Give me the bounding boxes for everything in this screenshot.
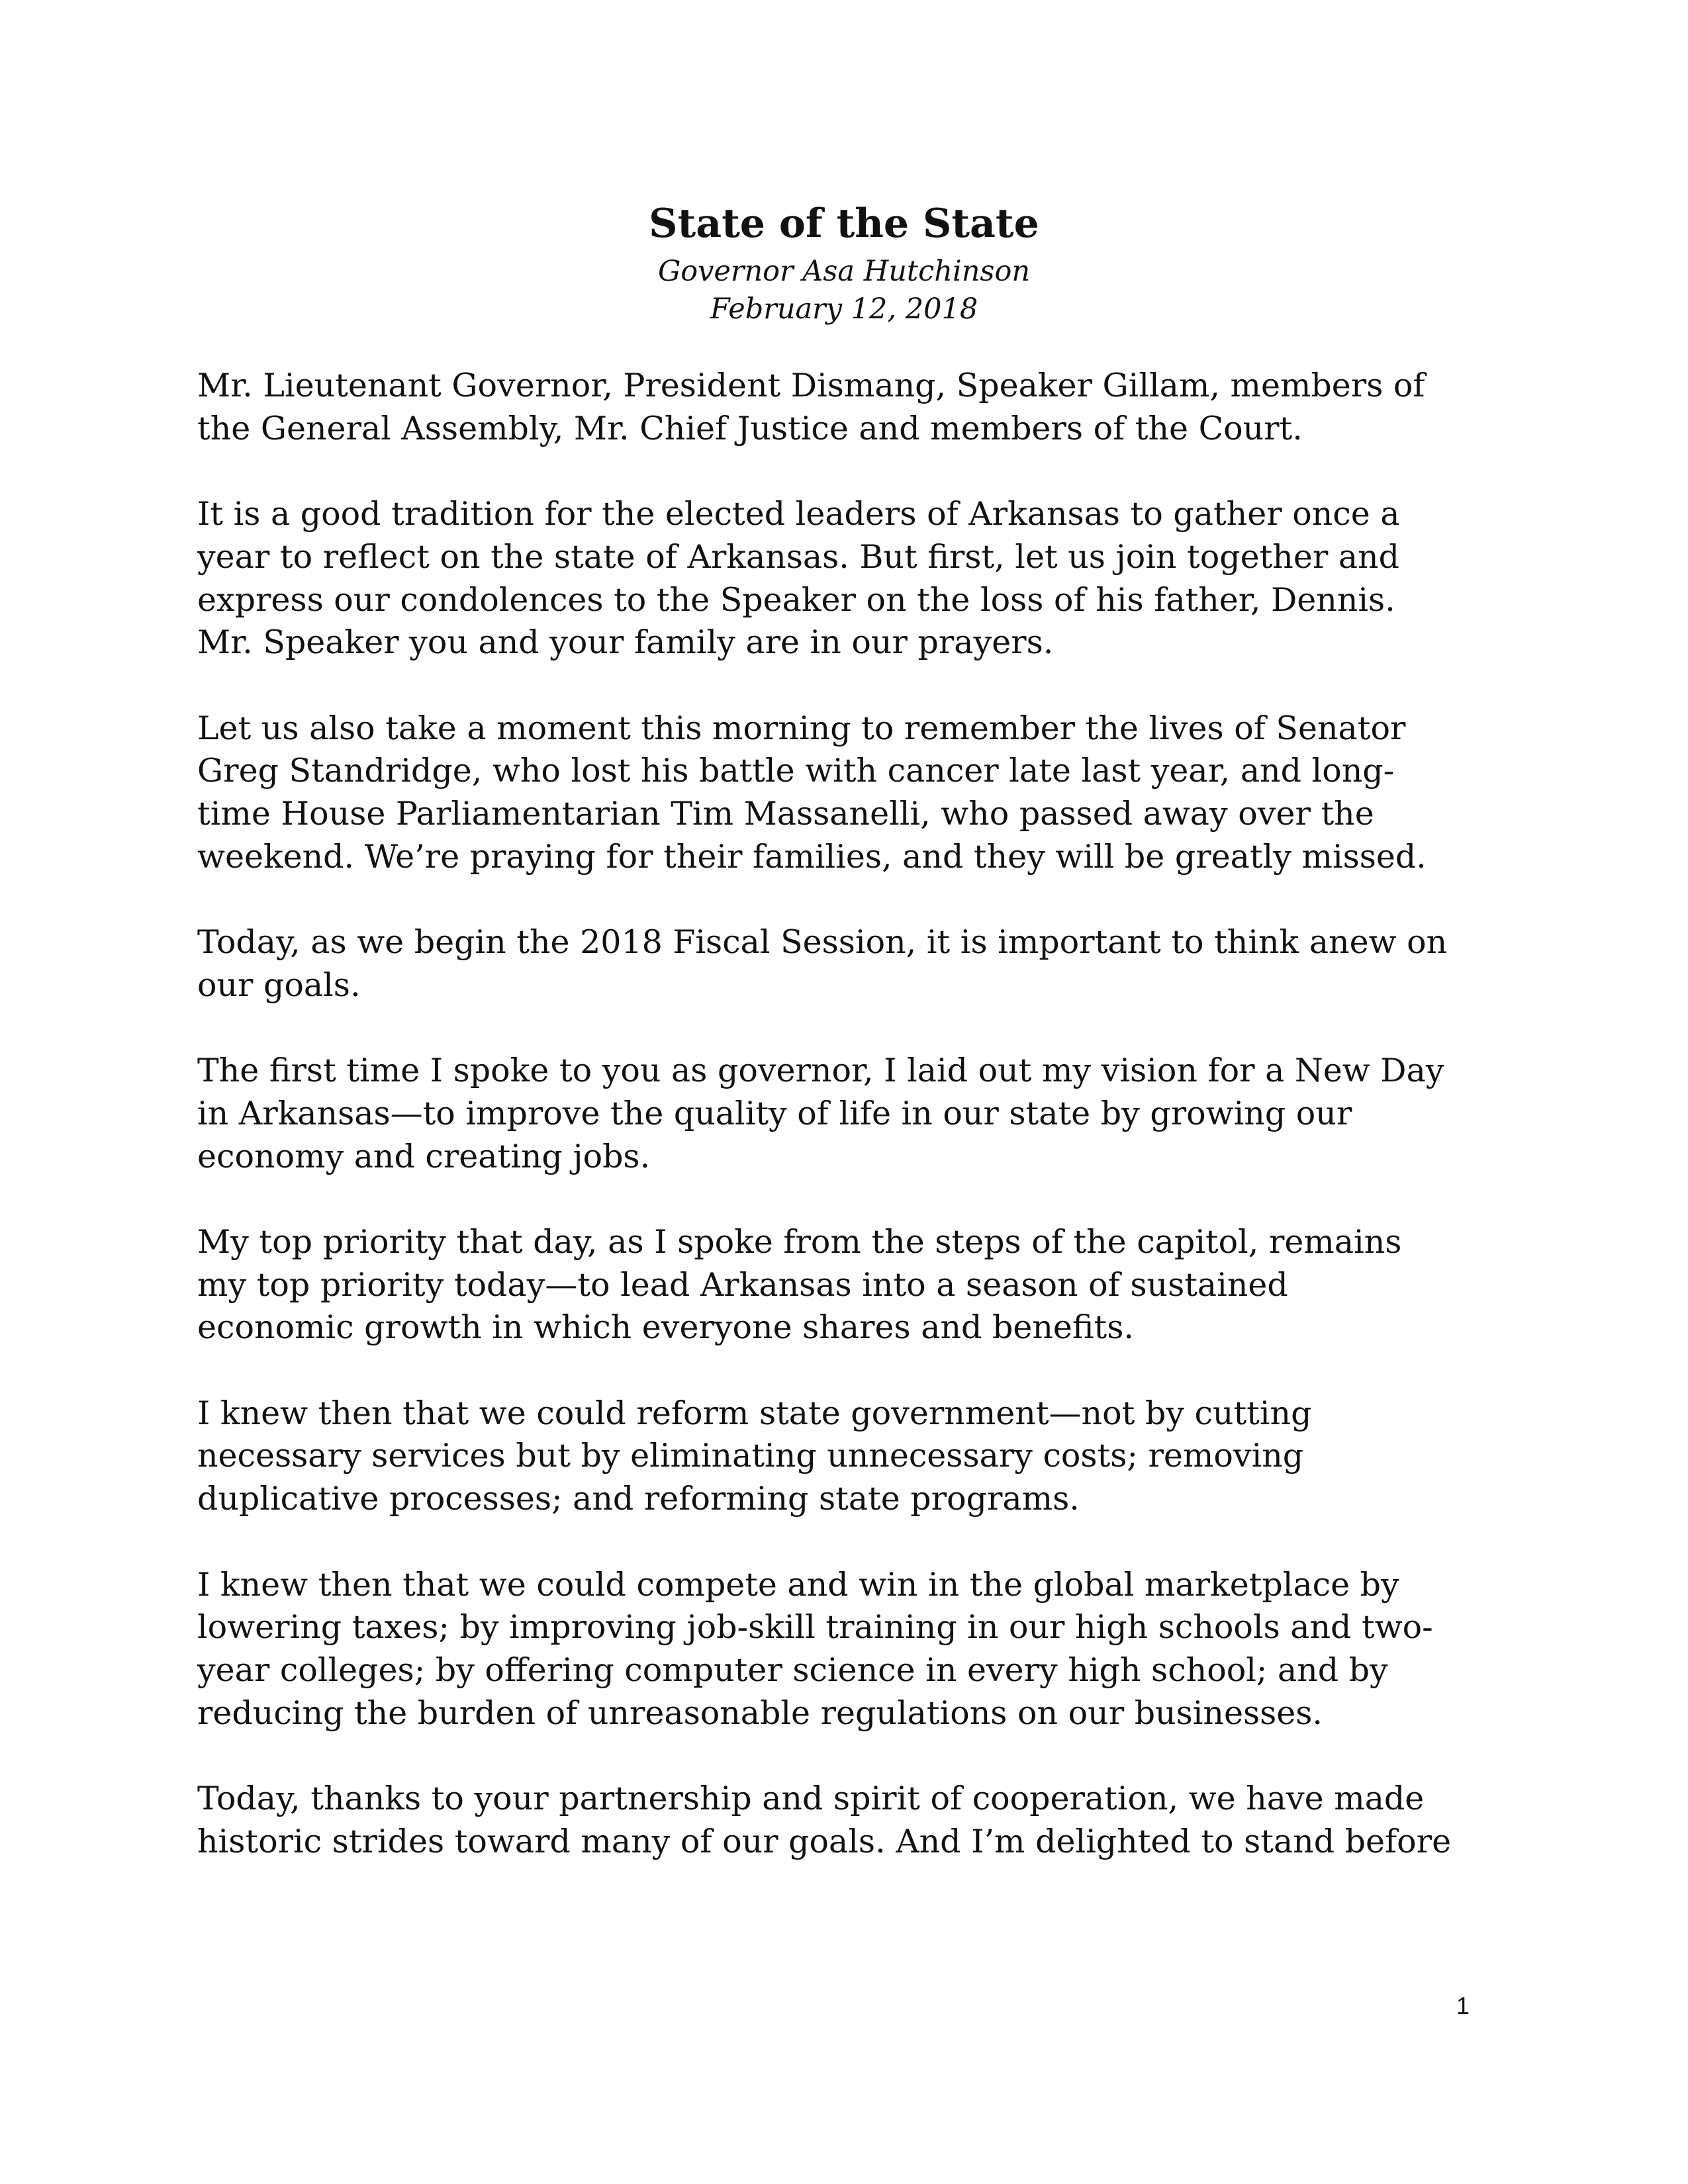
text-line: time House Parliamentarian Tim Massanelli, who passed away over the [197, 795, 1374, 833]
text-line: Mr. Speaker you and your family are in our prayers. [197, 623, 1054, 662]
text-line: The first time I spoke to you as governor, I laid out my vision for a New Day [197, 1052, 1444, 1090]
paragraph [197, 365, 1451, 450]
text-line: reducing the burden of unreasonable regulations on our businesses. [197, 1694, 1323, 1732]
text-line: Mr. Lieutenant Governor, President Dismang, Speaker Gillam, members of [197, 367, 1425, 404]
paragraph [197, 1050, 1451, 1178]
text-line: Today, as we begin the 2018 Fiscal Session, it is important to think anew on [197, 923, 1448, 962]
paragraph [197, 493, 1451, 664]
document-body [197, 365, 1451, 1906]
page-number: 1 [1456, 1992, 1470, 2019]
paragraph [197, 921, 1451, 1007]
text-line: It is a good tradition for the elected leaders of Arkansas to gather once a [197, 495, 1400, 533]
text-line: year to reflect on the state of Arkansas. But first, let us join together and [197, 537, 1399, 576]
text-line: Let us also take a moment this morning to remember the lives of Senator [197, 709, 1406, 747]
text-line: necessary services but by eliminating unnecessary costs; removing [197, 1437, 1304, 1475]
text-line: I knew then that we could reform state government—not by cutting [197, 1394, 1312, 1432]
paragraph [197, 707, 1451, 879]
text-line: My top priority that day, as I spoke from the steps of the capitol, remains [197, 1222, 1402, 1261]
text-line: in Arkansas—to improve the quality of life in our state by growing our [197, 1094, 1352, 1132]
text-line: historic strides toward many of our goals. And I’m delighted to stand before [197, 1822, 1452, 1860]
author-line: Governor Asa Hutchinson [657, 255, 1031, 288]
text-line: my top priority today—to lead Arkansas into a season of sustained [197, 1265, 1288, 1304]
text-line: the General Assembly, Mr. Chief Justice and members of the Court. [197, 409, 1303, 447]
date-line: February 12, 2018 [710, 293, 978, 326]
text-line: year colleges; by offering computer science in every high school; and by [197, 1651, 1388, 1689]
text-line: express our condolences to the Speaker on the loss of his father, Dennis. [197, 580, 1395, 619]
text-line: economic growth in which everyone shares and benefits. [197, 1308, 1134, 1347]
text-line: I knew then that we could compete and win in the global marketplace by [197, 1565, 1399, 1604]
text-line: our goals. [197, 966, 361, 1004]
paragraph [197, 1221, 1451, 1349]
paragraph [197, 1564, 1451, 1735]
text-line: Greg Standridge, who lost his battle with cancer late last year, and long- [197, 752, 1395, 790]
text-line: economy and creating jobs. [197, 1137, 651, 1175]
document-title: State of the State [649, 201, 1039, 247]
paragraph [197, 1778, 1451, 1863]
text-line: lowering taxes; by improving job-skill training in our high schools and two- [197, 1608, 1433, 1647]
paragraph [197, 1392, 1451, 1521]
text-line: weekend. We’re praying for their families, and they will be greatly missed. [197, 837, 1427, 876]
text-line: duplicative processes; and reforming state programs. [197, 1480, 1080, 1518]
text-line: Today, thanks to your partnership and spirit of cooperation, we have made [197, 1780, 1425, 1818]
